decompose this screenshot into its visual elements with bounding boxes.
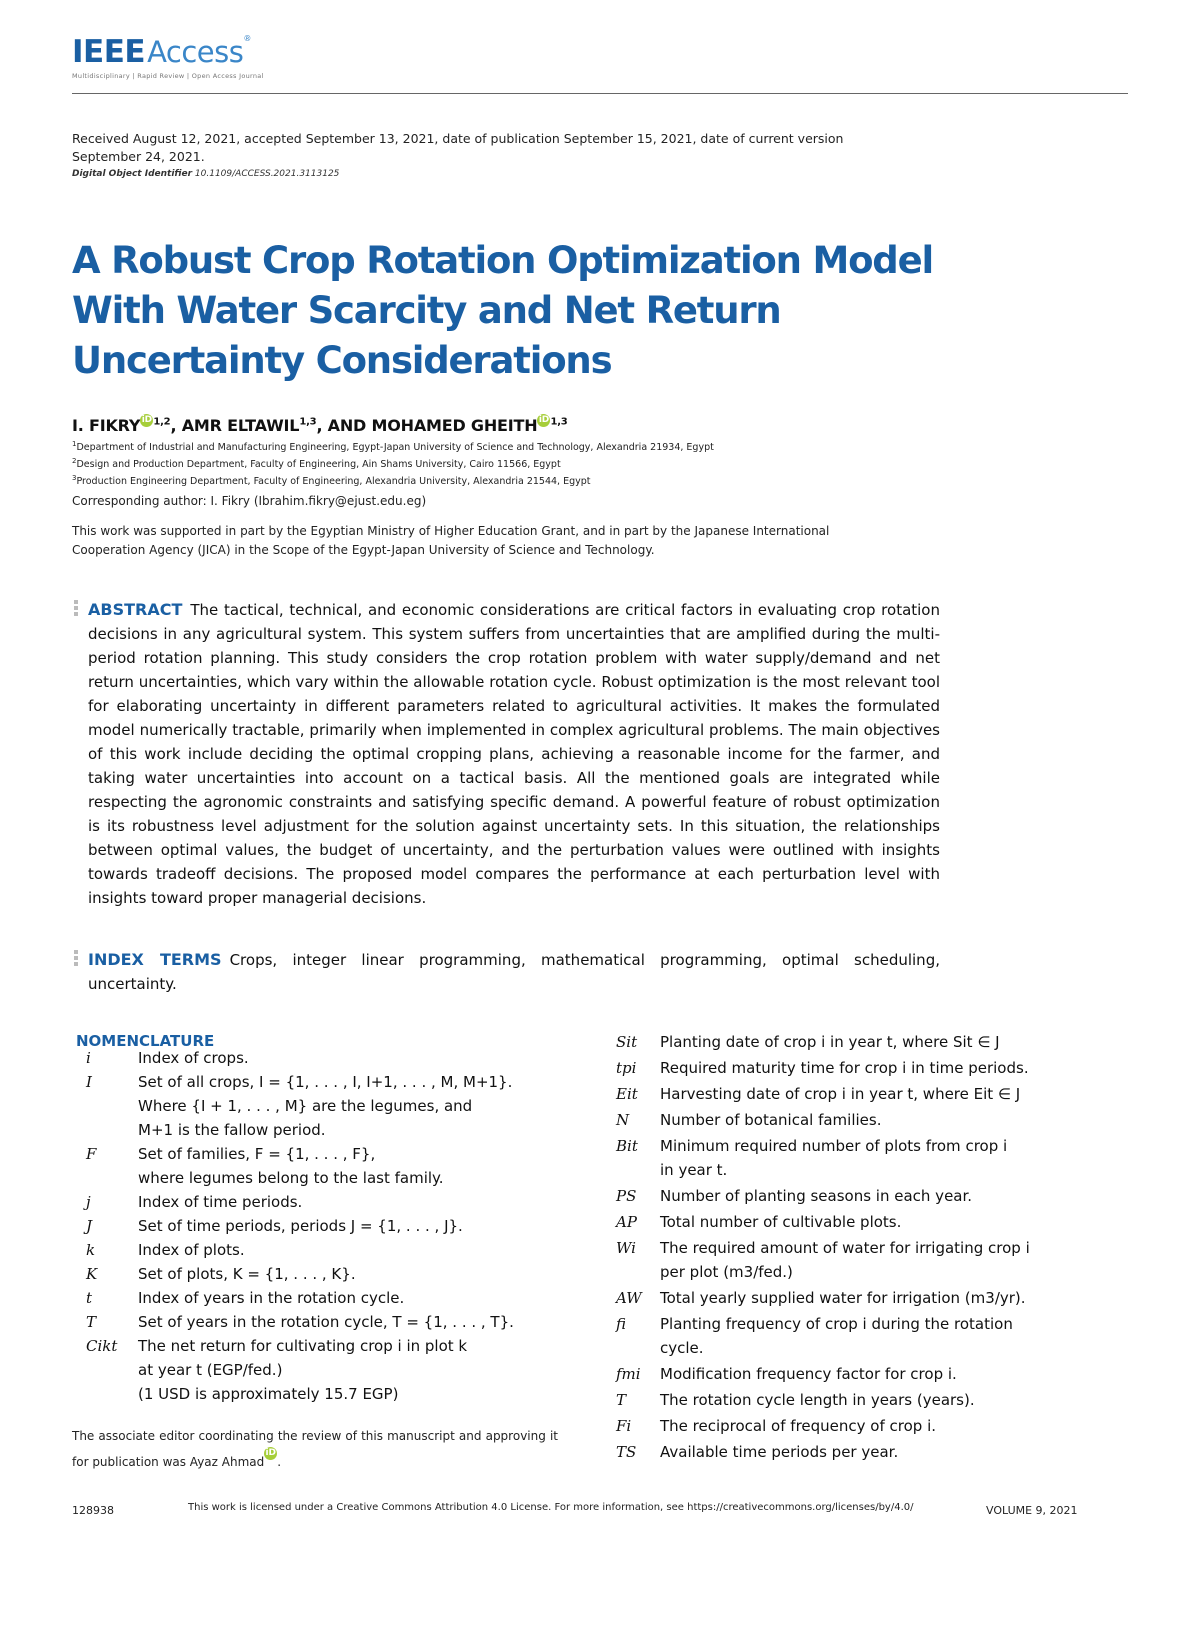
author-affil-sup: 1,3 (550, 416, 568, 428)
affiliation: $^1$Department of Industrial and Manufacturing Engineering, Egypt-Japan University of Science and Technology, Alexandria 21934, Egypt (72, 440, 714, 454)
affiliation: $^3$Production Engineering Department, Faculty of Engineering, Alexandria University, Alexandria 21544, Egypt (72, 474, 591, 488)
nomenclature-symbol: Cikt (86, 1337, 118, 1355)
nomenclature-definition: Planting frequency of crop i during the rotation (660, 1315, 1013, 1333)
nomenclature-definition: Set of families, F = {1, . . . , F}, (138, 1145, 376, 1163)
index-terms-text: Crops, integer linear programming, mathematical programming, optimal scheduling, uncertainty. (88, 951, 940, 993)
nomenclature-symbol: K (86, 1265, 98, 1283)
doi-value[interactable]: 10.1109/ACCESS.2021.3113125 (194, 169, 340, 179)
nomenclature-symbol: i (86, 1049, 91, 1067)
author-affil-sup: 1,3 (299, 416, 317, 428)
author-name: I. FIKRY (72, 416, 141, 435)
header-divider (72, 93, 1128, 94)
nomenclature-symbol: T (616, 1391, 627, 1409)
nomenclature-definition: Number of planting seasons in each year. (660, 1187, 973, 1205)
nomenclature-definition: Harvesting date of crop i in year t, where Eit ∈ J (660, 1085, 1021, 1103)
nomenclature-symbol: fmi (616, 1365, 641, 1383)
nomenclature-definition: where legumes belong to the last family. (138, 1169, 444, 1187)
nomenclature-definition: Total yearly supplied water for irrigation (m3/yr). (660, 1289, 1026, 1307)
logo-access-text: Access (147, 35, 244, 69)
nomenclature-definition: The net return for cultivating crop i in plot k (138, 1337, 468, 1355)
nomenclature-symbol: AW (616, 1289, 642, 1307)
nomenclature-symbol: F (86, 1145, 97, 1163)
nomenclature-definition: The reciprocal of frequency of crop i. (660, 1417, 936, 1435)
index-terms (88, 948, 940, 996)
author-name: , AMR ELTAWIL (170, 416, 300, 435)
nomenclature-definition: Where {I + 1, . . . , M} are the legumes, and (138, 1097, 473, 1115)
received-dates: Received August 12, 2021, accepted September 13, 2021, date of publication September 15, 2021, date of current version September 24, 2021. (72, 131, 844, 164)
nomenclature-definition: The required amount of water for irrigating crop i (660, 1239, 1030, 1257)
orcid-icon[interactable]: iD (538, 415, 550, 425)
doi (72, 169, 339, 179)
nomenclature-symbol: Bit (616, 1137, 638, 1155)
corresponding-author: Corresponding author: I. Fikry (Ibrahim.fikry@ejust.edu.eg) (72, 494, 427, 508)
page-number: 128938 (72, 1504, 114, 1517)
nomenclature-definition: Set of all crops, I = {1, . . . , I, I+1, . . . , M, M+1}. (138, 1073, 513, 1091)
section-marker-icon (74, 600, 78, 618)
nomenclature-symbol: I (86, 1073, 92, 1091)
nomenclature-definition: cycle. (660, 1339, 704, 1357)
nomenclature-symbol: Sit (616, 1033, 638, 1051)
license-note[interactable]: This work is licensed under a Creative Commons Attribution 4.0 License. For more information, see https://creativecommons.org/licenses/by/4.0/ (188, 1502, 914, 1513)
nomenclature-definition: Planting date of crop i in year t, where Sit ∈ J (660, 1033, 1000, 1051)
nomenclature-symbol: PS (616, 1187, 637, 1205)
nomenclature-definition: per plot (m3/fed.) (660, 1263, 793, 1281)
nomenclature-definition: Index of crops. (138, 1049, 249, 1067)
nomenclature-definition: The rotation cycle length in years (years). (660, 1391, 975, 1409)
abstract (88, 598, 940, 910)
nomenclature-definition: Set of time periods, periods J = {1, . . . , J}. (138, 1217, 463, 1235)
nomenclature-definition: Set of plots, K = {1, . . . , K}. (138, 1265, 356, 1283)
author-list (72, 416, 568, 435)
section-marker-icon (74, 950, 78, 968)
author-name: , AND MOHAMED GHEITH (316, 416, 538, 435)
index-terms-heading: INDEX TERMS (88, 950, 222, 969)
nomenclature-symbol: TS (616, 1443, 637, 1461)
nomenclature-symbol: j (86, 1193, 91, 1211)
nomenclature-definition: Index of plots. (138, 1241, 245, 1259)
nomenclature-symbol: J (86, 1217, 93, 1235)
orcid-icon[interactable]: iD (265, 1448, 277, 1458)
nomenclature-symbol: Eit (616, 1085, 638, 1103)
funding-note: This work was supported in part by the Egyptian Ministry of Higher Education Grant, and in part by the Japanese International Cooperation Agency (JICA) in the Scope of the Egypt-Japan University of Science and Technology. (72, 524, 830, 557)
nomenclature-definition: (1 USD is approximately 15.7 EGP) (138, 1385, 399, 1403)
author-affil-sup: 1,2 (153, 416, 171, 428)
nomenclature-definition: Modification frequency factor for crop i. (660, 1365, 957, 1383)
nomenclature-definition: Available time periods per year. (660, 1443, 899, 1461)
nomenclature-symbol: N (616, 1111, 630, 1129)
orcid-icon[interactable]: iD (141, 415, 152, 425)
nomenclature-symbol: t (86, 1289, 93, 1307)
abstract-heading: ABSTRACT (88, 600, 183, 619)
nomenclature-definition: Index of years in the rotation cycle. (138, 1289, 405, 1307)
nomenclature-heading: NOMENCLATURE (76, 1032, 215, 1050)
nomenclature-definition: M+1 is the fallow period. (138, 1121, 326, 1139)
doi-label: Digital Object Identifier (72, 169, 193, 179)
nomenclature-definition: Index of time periods. (138, 1193, 303, 1211)
nomenclature-definition: Number of botanical families. (660, 1111, 882, 1129)
nomenclature-definition: Required maturity time for crop i in time periods. (660, 1059, 1029, 1077)
nomenclature-symbol: k (86, 1241, 96, 1259)
abstract-text: The tactical, technical, and economic considerations are critical factors in evaluating crop rotation decisions in any agricultural system. This system suffers from uncertainties that are amplified during the multi-period rotation planning. This study considers the crop rotation problem with water supply/demand and net return uncertainties, which vary within the allowable rotation cycle. Robust optimization is the most relevant tool for elaborating uncertainty in different parameters related to agricultural activities. It makes the formulated model numerically tractable, primarily when implemented in complex agricultural problems. The main objectives of this work include deciding the optimal cropping plans, achieving a reasonable income for the farmer, and taking water uncertainties into account on a tactical basis. All the mentioned goals are integrated while respecting the agronomic constraints and satisfying specific demand. A powerful feature of robust optimization is its robustness level adjustment for the solution against uncertainty sets. In this situation, the relationships between optimal values, the budget of uncertainty, and the perturbation values were outlined with insights towards tradeoff decisions. The proposed model compares the performance at each perturbation level with insights toward proper managerial decisions. (88, 601, 940, 907)
nomenclature-definition: at year t (EGP/fed.) (138, 1361, 283, 1379)
nomenclature-definition: Minimum required number of plots from crop i (660, 1137, 1008, 1155)
nomenclature-symbol: T (86, 1313, 97, 1331)
affiliation: $^2$Design and Production Department, Faculty of Engineering, Ain Shams University, Cairo 11566, Egypt (72, 457, 561, 471)
nomenclature-definition: Set of years in the rotation cycle, T = {1, . . . , T}. (138, 1313, 514, 1331)
paper-title: A Robust Crop Rotation Optimization Model With Water Scarcity and Net Return Uncertainty Considerations (72, 239, 933, 382)
nomenclature-definition: Total number of cultivable plots. (660, 1213, 902, 1231)
logo-ieee-text: IEEE (72, 34, 146, 70)
ieee-access-logo: IEEEAccess® (72, 34, 252, 70)
nomenclature-symbol: Wi (616, 1239, 636, 1257)
volume-info: VOLUME 9, 2021 (986, 1504, 1078, 1517)
nomenclature-symbol: AP (616, 1213, 637, 1231)
editor-footnote: The associate editor coordinating the review of this manuscript and approving it for publication was Ayaz AhmadiD. (72, 1429, 558, 1469)
logo-tagline: Multidisciplinary | Rapid Review | Open Access Journal (72, 72, 264, 80)
nomenclature-symbol: Fi (616, 1417, 632, 1435)
nomenclature-symbol: fi (616, 1315, 627, 1333)
nomenclature-symbol: tpi (616, 1059, 637, 1077)
nomenclature-definition: in year t. (660, 1161, 728, 1179)
